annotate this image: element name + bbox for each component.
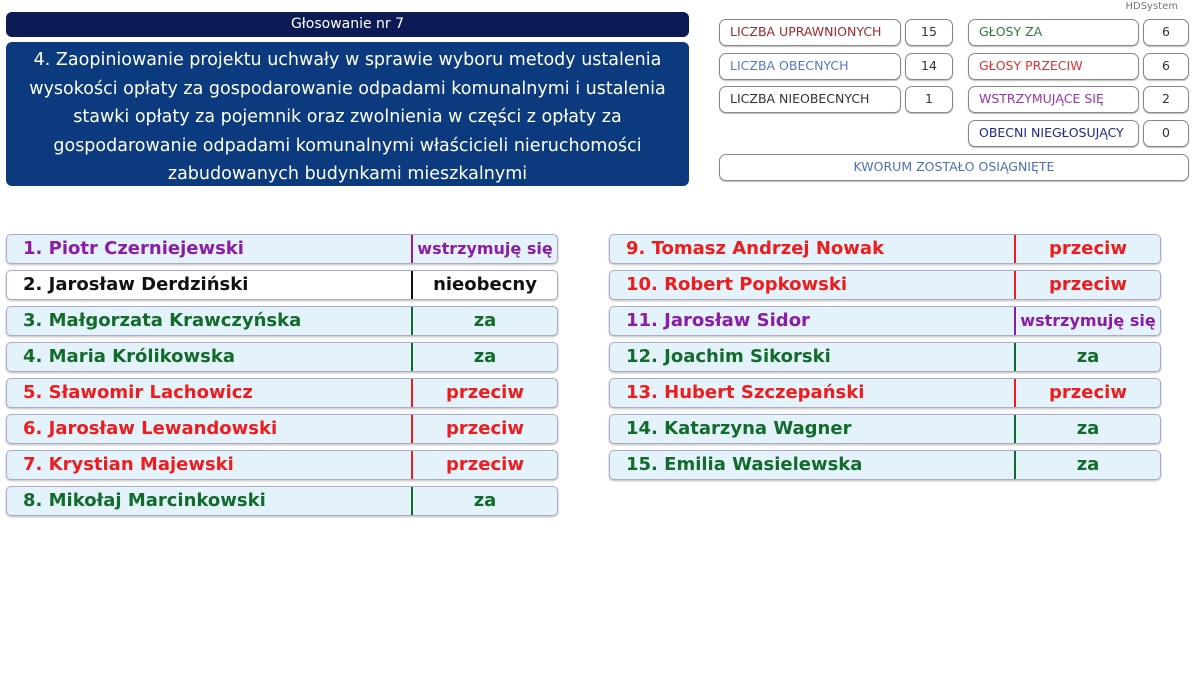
member-row [6,414,558,444]
member-name: 3. Małgorzata Krawczyńska [7,307,413,335]
stat-label: GŁOSY PRZECIW [968,53,1139,80]
member-row [609,234,1161,264]
member-vote: nieobecny [433,274,537,295]
member-vote: przeciw [1049,238,1127,259]
member-row [6,342,558,372]
member-row [6,234,558,264]
member-name: 2. Jarosław Derdziński [7,271,413,299]
quorum-status: KWORUM ZOSTAŁO OSIĄGNIĘTE [719,154,1189,181]
member-name: 13. Hubert Szczepański [610,379,1016,407]
member-vote: przeciw [446,418,524,439]
stat-label: LICZBA OBECNYCH [719,53,901,80]
member-name: 14. Katarzyna Wagner [610,415,1016,443]
member-vote: za [473,346,497,367]
stat-label: GŁOSY ZA [968,19,1139,46]
member-vote: za [473,310,497,331]
member-vote: za [1076,418,1100,439]
stat-label: WSTRZYMUJĄCE SIĘ [968,86,1139,113]
member-name: 11. Jarosław Sidor [610,307,1016,335]
member-name: 10. Robert Popkowski [610,271,1016,299]
member-vote: wstrzymuję się [1020,311,1156,330]
stat-label: LICZBA UPRAWNIONYCH [719,19,901,46]
stat-label: OBECNI NIEGŁOSUJĄCY [968,120,1139,147]
member-row [6,270,558,300]
member-row [6,450,558,480]
member-name: 8. Mikołaj Marcinkowski [7,487,413,515]
member-row [609,270,1161,300]
member-name: 4. Maria Królikowska [7,343,413,371]
agenda-subject: 4. Zaopiniowanie projektu uchwały w sprawie wyboru metody ustalenia wysokości opłaty za gospodarowanie odpadami komunalnymi i ustalenia stawki opłaty za pojemnik oraz zwolnienia w części z opłaty za gospodarowanie odpadami komunalnymi właścicieli nieruchomości zabudowanych budynkami mieszkalnymi [6,42,689,186]
member-row [6,306,558,336]
member-row [609,450,1161,480]
member-row [609,378,1161,408]
stat-value: 2 [1143,86,1189,113]
stat-value: 6 [1143,19,1189,46]
stat-value: 14 [905,53,953,80]
member-name: 5. Sławomir Lachowicz [7,379,413,407]
member-vote: za [473,490,497,511]
member-row [6,378,558,408]
member-name: 15. Emilia Wasielewska [610,451,1016,479]
member-row [609,342,1161,372]
member-row [609,306,1161,336]
member-row [609,414,1161,444]
vote-title: Głosowanie nr 7 [6,12,689,37]
stat-value: 0 [1143,120,1189,147]
member-name: 7. Krystian Majewski [7,451,413,479]
member-vote: za [1076,346,1100,367]
member-vote: wstrzymuję się [417,239,553,258]
member-name: 6. Jarosław Lewandowski [7,415,413,443]
stat-value: 6 [1143,53,1189,80]
stat-label: LICZBA NIEOBECNYCH [719,86,901,113]
member-vote: przeciw [1049,382,1127,403]
member-name: 12. Joachim Sikorski [610,343,1016,371]
brand-logo-text: HDSystem [1125,1,1178,12]
member-name: 9. Tomasz Andrzej Nowak [610,235,1016,263]
member-vote: przeciw [446,382,524,403]
member-row [6,486,558,516]
member-vote: za [1076,454,1100,475]
member-name: 1. Piotr Czerniejewski [7,235,413,263]
stat-value: 15 [905,19,953,46]
member-vote: przeciw [1049,274,1127,295]
stat-value: 1 [905,86,953,113]
member-vote: przeciw [446,454,524,475]
